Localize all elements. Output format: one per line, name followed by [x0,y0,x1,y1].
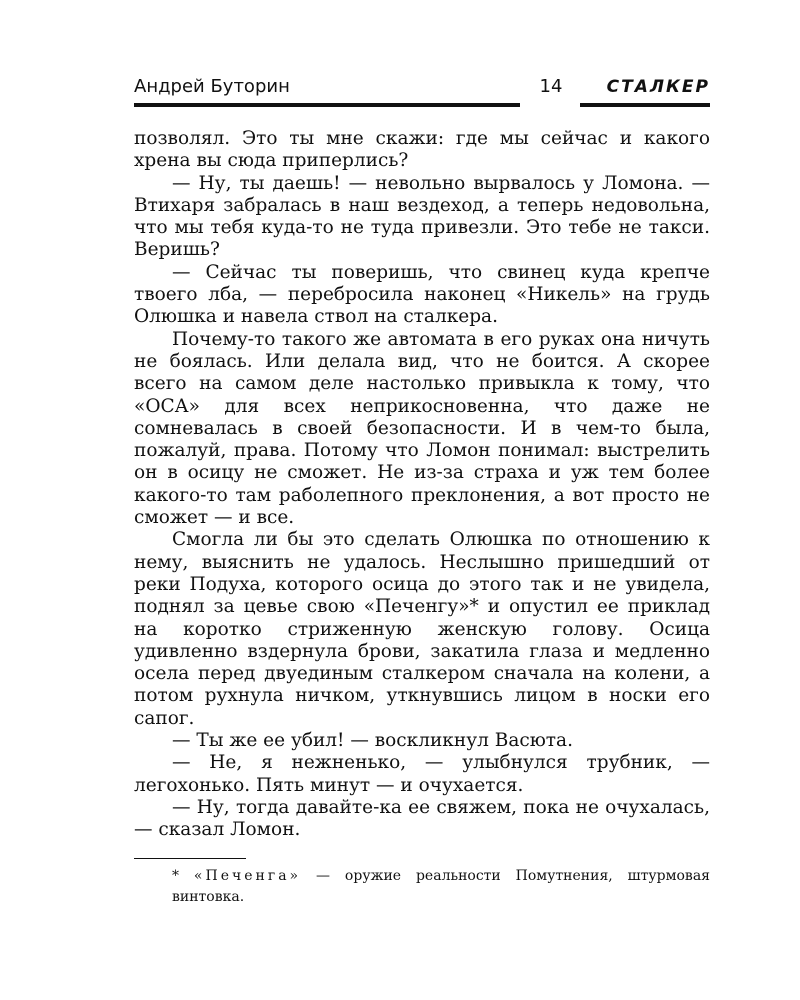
paragraph: — Ну, тогда давайте-ка ее свяжем, пока не очухалась, — сказал Ломон. [134,796,710,841]
paragraph: — Ты же ее убил! — воскликнул Васюта. [172,730,573,752]
footnote-text: — оружие реальности Помутнения, штурмовая винтовка. [172,868,710,905]
paragraph: Почему-то такого же автомата в его руках она ничуть не боялась. Или делала вид, что не боится. А скорее всего на самом деле настолько привыкла к тому, что «ОСА» для всех неприкосновенна, что даже не сомневалась в своей безопасности. И в чем-то была, пожалуй, права. Потому что Ломон понимал: выстрелить он в осицу не сможет. Не из-за страха и уж тем более какого-то там раболепного преклонения, а вот просто не сможет — и все. [134,328,710,529]
footnote-term: «Печенга» [193,868,302,884]
footnote [134,866,710,908]
paragraph: — Не, я нежненько, — улыбнулся трубник, — легохонько. Пять минут — и очухается. [134,752,710,796]
header-rule-left [134,103,520,107]
footnote-body [134,866,710,908]
footnote-marker: * [172,868,194,884]
paragraph: — Сейчас ты поверишь, что свинец куда крепче твоего лба, — перебросила наконец «Никель» на грудь Олюшка и навела ствол на сталкера. [134,261,710,328]
paragraph: позволял. Это ты мне скажи: где мы сейчас и какого хрена вы сюда приперлись? [134,128,710,172]
page-number: 14 [539,76,563,97]
header-series-title: СТАЛКЕР [606,77,710,97]
header-rule-right [580,103,710,107]
main-text [134,128,710,842]
header-author: Андрей Буторин [134,76,290,97]
footnote-separator [134,858,246,859]
running-header [134,76,710,110]
paragraph: — Ну, ты даешь! — невольно вырвалось у Ломона. — Втихаря забралась в наш вездеход, а теперь недовольна, что мы тебя куда-то не туда привезли. Это тебе не такси. Веришь? [134,172,710,261]
paragraph: Смогла ли бы это сделать Олюшка по отношению к нему, выяснить не удалось. Неслышно пришедший от реки Подуха, которого осица до этого так и не увидела, поднял за цевье свою «Печенгу»* и опустил ее приклад на коротко стриженную женскую голову. Осица удивленно вздернула брови, закатила глаза и медленно осела перед двуединым сталкером сначала на колени, а потом рухнула ничком, уткнувшись лицом в носки его сапог. [134,529,710,729]
